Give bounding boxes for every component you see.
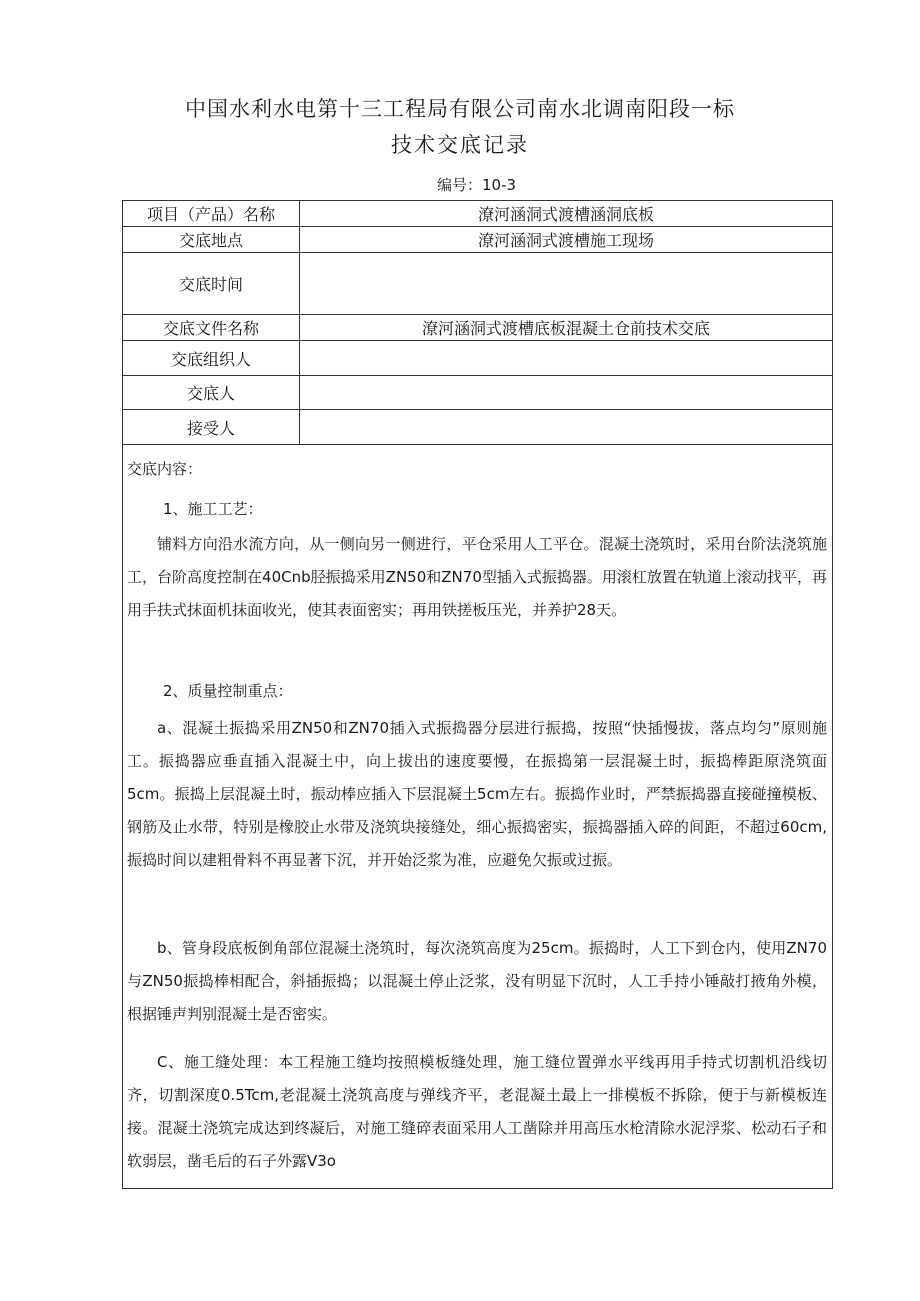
table-row <box>123 341 833 376</box>
document-title: 中国水利水电第十三工程局有限公司南水北调南阳段一标 <box>185 97 735 121</box>
table-row <box>123 315 833 341</box>
document-number: 编号：10-3 <box>437 176 517 194</box>
section-2-title: 2、质量控制重点： <box>163 682 293 700</box>
table-row <box>123 201 833 227</box>
paragraph-a: a、混凝土振捣采用ZN50和ZN70插入式振捣器分层进行振捣，按照“快插慢拔，落点均匀”原则施工。振捣器应垂直插入混凝土中，向上拔出的速度要慢，在振捣第一层混凝土时，振捣棒距原浇筑面5cm。振捣上层混凝土时，振动棒应插入下层混凝土5cm左右。振捣作业时，严禁振捣器直接碰撞模板、钢筋及止水带，特别是橡胶止水带及浇筑块接缝处，细心振捣密实，振捣器插入碎的间距，不超过60cm,振捣时间以建粗骨料不再显著下沉，并开始泛浆为准，应避免欠振或过振。 <box>127 719 827 869</box>
content-heading: 交底内容： <box>127 460 203 478</box>
document-subtitle: 技术交底记录 <box>391 133 529 157</box>
row-value <box>300 341 833 376</box>
row-label: 交底人 <box>123 376 300 410</box>
table-row <box>123 410 833 445</box>
row-label: 交底文件名称 <box>123 315 300 341</box>
section-1-title: 1、施工工艺： <box>163 500 263 518</box>
section-1-text: 铺料方向沿水流方向，从一侧向另一侧进行，平仓采用人工平仓。混凝土浇筑时，采用台阶法浇筑施工，台阶高度控制在40Cnb胫振捣采用ZN50和ZN70型插入式振捣器。用滚杠放置在轨道上滚动找平，再用手扶式抹面机抹面收光，使其表面密实；再用铁搓板压光，并养护28天。 <box>127 535 827 619</box>
paragraph-c: C、施工缝处理：本工程施工缝均按照模板缝处理，施工缝位置弹水平线再用手持式切割机沿线切齐，切割深度0.5Tcm,老混凝土浇筑高度与弹线齐平，老混凝土最上一排模板不拆除，便于与新模板连接。混凝土浇筑完成达到终凝后，对施工缝碎表面采用人工凿除并用高压水枪清除水泥浮浆、松动石子和软弱层，凿毛后的石子外露V3o <box>127 1053 827 1170</box>
row-label: 交底地点 <box>123 227 300 253</box>
paragraph-b: b、管身段底板倒角部位混凝土浇筑时，每次浇筑高度为25cm。振捣时，人工下到仓内，使用ZN70与ZN50振捣棒相配合，斜插振捣；以混凝土停止泛浆，没有明显下沉时，人工手持小锤敲打掖角外模，根据锤声判别混凝土是否密实。 <box>127 939 827 1023</box>
table-row <box>123 253 833 315</box>
row-value <box>300 410 833 445</box>
row-label: 接受人 <box>123 410 300 445</box>
row-value: 潦河涵洞式渡槽涵洞底板 <box>300 201 833 227</box>
info-table <box>122 200 833 445</box>
row-label: 交底时间 <box>123 253 300 315</box>
content-box <box>122 444 833 1189</box>
table-row <box>123 227 833 253</box>
row-label: 项目（产品）名称 <box>123 201 300 227</box>
table-row <box>123 376 833 410</box>
row-value: 潦河涵洞式渡槽施工现场 <box>300 227 833 253</box>
row-label: 交底组织人 <box>123 341 300 376</box>
row-value <box>300 253 833 315</box>
row-value <box>300 376 833 410</box>
row-value: 潦河涵洞式渡槽底板混凝土仓前技术交底 <box>300 315 833 341</box>
